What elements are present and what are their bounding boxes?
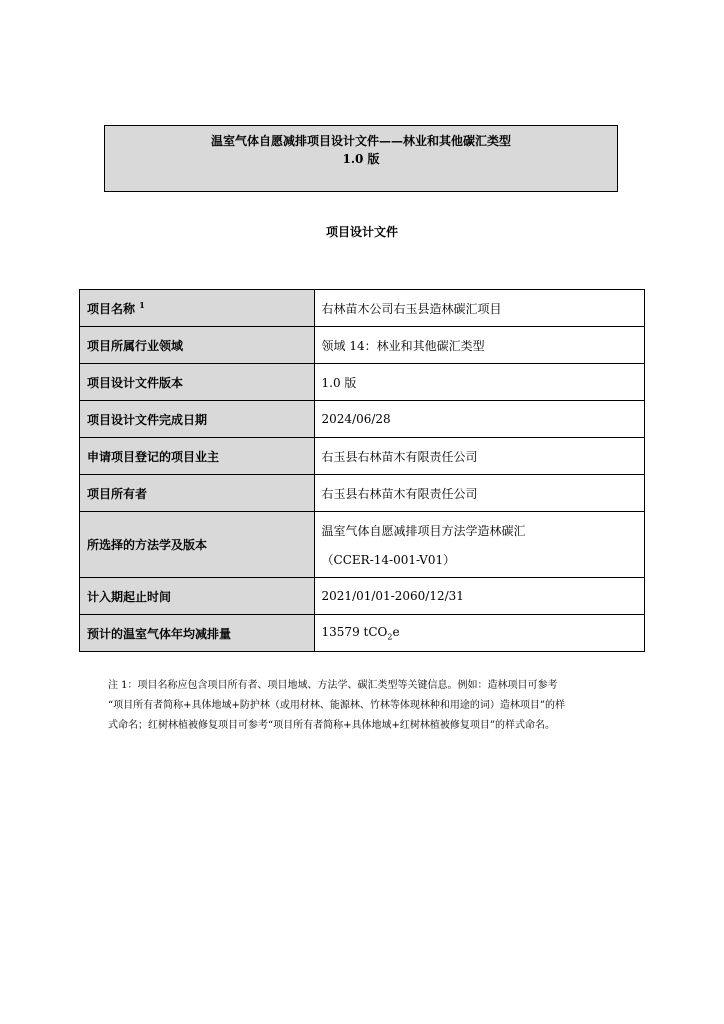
row-value: 右玉县右林苗木有限责任公司 xyxy=(314,475,644,512)
table-row xyxy=(80,401,645,438)
form-header-version: 1.0 版 xyxy=(342,152,380,166)
table-row xyxy=(80,438,645,475)
row-value: 领域 14：林业和其他碳汇类型 xyxy=(314,327,644,364)
form-header-box xyxy=(104,125,618,192)
footnote-line: “项目所有者简称+具体地域+防护林（或用材林、能源林、竹林等体现林种和用途的词）造林项目”的样 xyxy=(108,700,565,711)
row-value: 1.0 版 xyxy=(314,364,644,401)
table-row xyxy=(80,475,645,512)
row-value: 13579 tCO$_2$e xyxy=(314,615,644,652)
row-value: 2024/06/28 xyxy=(314,401,644,438)
form-header-title: 温室气体自愿减排项目设计文件——林业和其他碳汇类型 xyxy=(210,134,511,148)
row-label: 项目所属行业领域 xyxy=(80,327,315,364)
table-row xyxy=(80,615,645,652)
row-label: 项目设计文件完成日期 xyxy=(80,401,315,438)
footnote-ref: 1 xyxy=(139,299,145,310)
row-value xyxy=(314,512,644,578)
methodology-name: 温室气体自愿减排项目方法学造林碳汇 xyxy=(321,523,526,538)
methodology-code: （CCER-14-001-V01） xyxy=(321,552,456,567)
row-label: 计入期起止时间 xyxy=(80,578,315,615)
row-value: 右林苗木公司右玉县造林碳汇项目 xyxy=(314,290,644,327)
table-row xyxy=(80,578,645,615)
row-label: 预计的温室气体年均减排量 xyxy=(80,615,315,652)
footnote-line: 注 1：项目名称应包含项目所有者、项目地域、方法学、碳汇类型等关键信息。例如：造林项目可参考 xyxy=(108,680,558,691)
document-title: 项目设计文件 xyxy=(325,225,398,239)
row-label: 申请项目登记的项目业主 xyxy=(80,438,315,475)
row-value: 2021/01/01-2060/12/31 xyxy=(314,578,644,615)
row-label: 项目设计文件版本 xyxy=(80,364,315,401)
row-value: 右玉县右林苗木有限责任公司 xyxy=(314,438,644,475)
table-row xyxy=(80,327,645,364)
table-row xyxy=(80,364,645,401)
table-row xyxy=(80,512,645,578)
row-label: 所选择的方法学及版本 xyxy=(80,512,315,578)
row-label: 项目所有者 xyxy=(80,475,315,512)
project-info-table xyxy=(79,289,645,652)
row-label: 项目名称 $^1$ xyxy=(80,290,315,327)
table-row xyxy=(80,290,645,327)
footnote xyxy=(108,676,620,736)
footnote-line: 式命名；红树林植被修复项目可参考“项目所有者简称+具体地域+红树林植被修复项目”的样式命名。 xyxy=(108,720,555,731)
